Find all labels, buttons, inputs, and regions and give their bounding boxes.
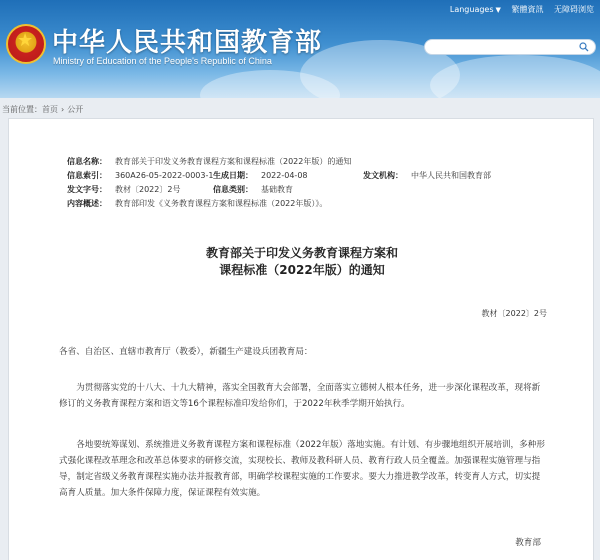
info-name-label: 信息名称：	[67, 157, 107, 166]
category-label: 信息类别：	[213, 185, 253, 194]
date-value: 2022-04-08	[261, 171, 308, 180]
paragraph-1: 为贯彻落实党的十八大、十九大精神，落实全国教育大会部署，全面落实立德树人根本任务，进一步深化课程改革，现将新修订的义务教育课程方案和语文等16个课程标准印发给你们，于2022年秋季学期开始执行。	[59, 383, 541, 409]
category-value: 基础教育	[261, 185, 293, 194]
traditional-chinese-link[interactable]: 繁體資訊	[511, 5, 544, 14]
summary-label: 内容概述：	[67, 199, 107, 208]
breadcrumb	[2, 104, 83, 115]
issuer-value: 中华人民共和国教育部	[411, 171, 491, 180]
languages-link[interactable]: Languages ▼	[449, 5, 501, 14]
info-name-value: 教育部关于印发义务教育课程方案和课程标准（2022年版）的通知	[115, 157, 352, 166]
search-icon[interactable]	[579, 42, 589, 52]
breadcrumb-current[interactable]: 公开	[67, 105, 84, 114]
document-title	[9, 245, 595, 279]
document-number: 教材〔2022〕2号	[481, 309, 547, 318]
content-panel	[8, 118, 594, 560]
issuer-label: 发文机构：	[363, 171, 403, 180]
date-label: 生成日期：	[213, 171, 253, 180]
signature: 教育部	[515, 538, 541, 548]
info-index-value: 360A26-05-2022-0003-1	[115, 171, 214, 180]
breadcrumb-prefix: 当前位置：	[2, 105, 42, 114]
search-box	[424, 39, 596, 55]
chevron-down-icon: ▼	[495, 6, 501, 14]
search-input[interactable]	[433, 46, 579, 60]
summary-value: 教育部印发《义务教育课程方案和课程标准（2022年版）》。	[115, 199, 328, 208]
salutation: 各省、自治区、直辖市教育厅（教委），新疆生产建设兵团教育局：	[59, 347, 313, 357]
site-subtitle: Ministry of Education of the People's Republic of China	[53, 56, 272, 66]
document-title-line-1: 教育部关于印发义务教育课程方案和	[205, 246, 398, 260]
doc-number-label: 发文字号：	[67, 185, 107, 194]
accessible-browsing-link[interactable]: 无障碍浏览	[554, 5, 594, 14]
document-title-line-2: 课程标准（2022年版）的通知	[219, 263, 385, 277]
breadcrumb-home[interactable]: 首页	[42, 105, 58, 114]
paragraph-2: 各地要统筹谋划、系统推进义务教育课程方案和课程标准（2022年版）落地实施。有计划、有步骤地组织开展培训，多种形式强化课程改革理念和改革总体要求的研修交流，实现校长、教师及教科研人员、教育行政人员全覆盖。加强课程实施管理与指导，制定省级义务教育课程实施办法并报教育部，明确学校课程实施的工作要求。要大力推进教学改革，转变育人方式，切实提高育人质量。加大条件保障力度，保证课程有效实施。	[59, 440, 545, 498]
info-index-label: 信息索引：	[67, 171, 107, 180]
site-title[interactable]: 中华人民共和国教育部	[52, 28, 323, 58]
breadcrumb-separator: ›	[61, 105, 65, 114]
doc-number-value: 教材〔2022〕2号	[115, 185, 181, 194]
national-emblem-icon[interactable]: ★	[6, 24, 46, 64]
site-header	[0, 0, 600, 98]
top-links	[434, 4, 594, 15]
